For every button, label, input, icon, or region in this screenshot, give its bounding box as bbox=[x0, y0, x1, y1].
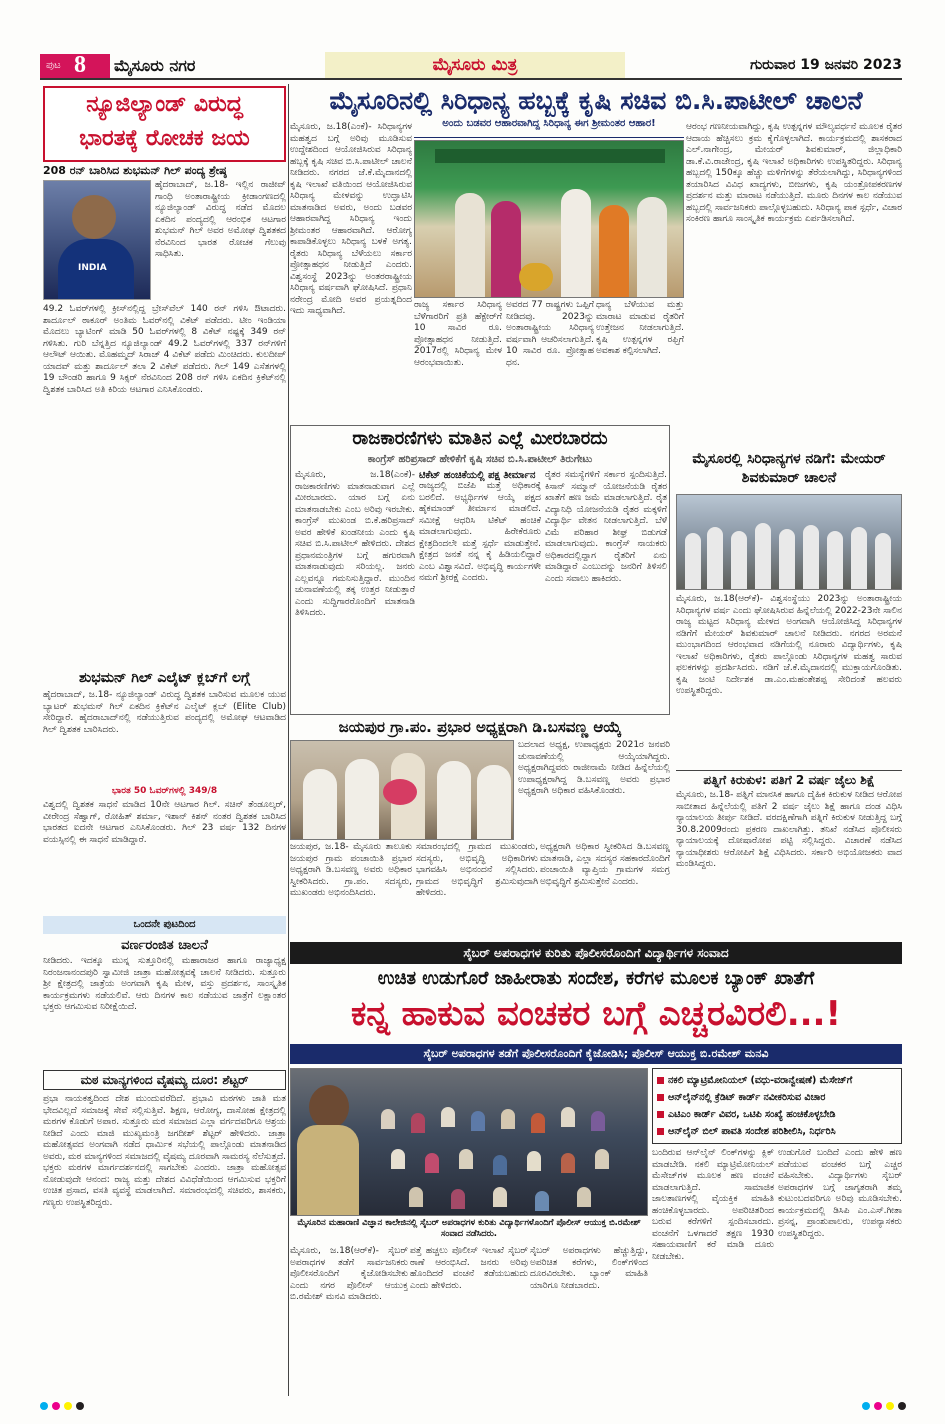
audience-figure bbox=[527, 1151, 541, 1171]
jayapura-body-right: ಬದಲಾದ ಅಧ್ಯಕ್ಷ, ಉಪಾಧ್ಯಕ್ಷರು 2021ರ ಜನವರಿ ಚುನಾವಣೆಯಲ್ಲಿ ಆಯ್ಕೆಯಾಗಿದ್ದರು. ಅಧ್ಯಕ್ಷರಾಗಿದ್ದವರು ರಾಜೀನಾಮೆ ನೀಡಿದ ಹಿನ್ನೆಲೆಯಲ್ಲಿ ಉಪಾಧ್ಯಕ್ಷರಾಗಿದ್ದ ಡಿ.ಬಸವಣ್ಣ ಅವರು ಪ್ರಭಾರ ಅಧ್ಯಕ್ಷರಾಗಿ ಅಧಿಕಾರ ವಹಿಸಿಕೊಂಡರು. bbox=[518, 740, 670, 796]
page-number: 8 bbox=[74, 52, 86, 78]
registration-mark bbox=[874, 1402, 882, 1410]
walker-figure bbox=[731, 531, 747, 589]
main-story-body3: ಧಾನ್ಯ ಬೆಳೆಯುವ ಮತ್ತು ಮಾರಾಟ ಮಾಡುವ ರೈತರಿಗೆ ಉತ್ತೇಜನ ನೀಡಲಾಗುತ್ತಿದೆ. ಕೃಷಿ ಉತ್ಪನ್ನಗಳ ರಫ್ತಿಗೆ ಅವಕಾಶ ಕಲ್ಪಿಸಲಾಗಿದೆ. bbox=[596, 300, 684, 356]
pot-icon bbox=[519, 263, 553, 291]
cyber-body-l2: ಪತ್ತೆ ಹಚ್ಚಲು ಪೊಲೀಸ್ ಇಲಾಖೆ ಸೈಬರ್ ಠಾಣೆ ಆರಂಭಿಸಿದೆ. ಜನರು ಅರಿವು ಹೊಂದಿದರೆ ವಂಚನೆ ತಡೆಯಬಹುದು ಎಂದು ಹೇಳಿದರು. bbox=[410, 1246, 528, 1291]
person-figure bbox=[345, 759, 379, 839]
cricket-body-2: 49.2 ಓವರ್‌ಗಳಲ್ಲಿ ಕ್ರೀಸ್‌ನಲ್ಲಿದ್ದ ಬ್ರೇಸ್‌ವೆಲ್ 140 ರನ್ ಗಳಿಸಿ ಔಟಾದರು. ಶಾರ್ದೂಲ್ ಠಾಕೂರ್ ಅಂತಿಮ ಓವರ್‌ನಲ್ಲಿ ವಿಕೆಟ್ ಪಡೆದರು. ಟೀಂ ಇಂಡಿಯಾ ಮೊದಲು ಬ್ಯಾಟಿಂಗ್ ಮಾಡಿ 50 ಓವರ್‌ಗಳಲ್ಲಿ 8 ವಿಕೆಟ್ ನಷ್ಟಕ್ಕೆ 349 ರನ್ ಗಳಿಸಿತು. ಗುರಿ ಬೆನ್ನತ್ತಿದ ನ್ಯೂಜಿಲ್ಯಾಂಡ್ 49.2 ಓವರ್‌ಗಳಲ್ಲಿ 337 ರನ್‌ಗಳಿಗೆ ಆಲೌಟ್ ಆಯಿತು. ಮೊಹಮ್ಮದ್ ಸಿರಾಜ್ 4 ವಿಕೆಟ್ ಪಡೆದು ಮಿಂಚಿದರು. ಕುಲದೀಪ್ ಯಾದವ್ ಮತ್ತು ಶಾರ್ದೂಲ್ ತಲಾ 2 ವಿಕೆಟ್ ಪಡೆದರು. ಗಿಲ್ 149 ಎಸೆತಗಳಲ್ಲಿ 19 ಬೌಂಡರಿ ಹಾಗೂ 9 ಸಿಕ್ಸರ್ ನೆರವಿನಿಂದ 208 ರನ್ ಗಳಿಸಿ ಏಕದಿನ ಕ್ರಿಕೆಟ್‌ನಲ್ಲಿ ದ್ವಿಶತಕ ಬಾರಿಸಿದ ಅತಿ ಕಿರಿಯ ಆಟಗಾರ ಎನಿಸಿಕೊಂಡರು. bbox=[43, 304, 286, 395]
main-headline: ಮೈಸೂರಿನಲ್ಲಿ ಸಿರಿಧಾನ್ಯ ಹಬ್ಬಕ್ಕೆ ಕೃಷಿ ಸಚಿವ ಬಿ.ಸಿ.ಪಾಟೀಲ್ ಚಾಲನೆ bbox=[329, 86, 863, 115]
jail-headline: ಪತ್ನಿಗೆ ಕಿರುಕುಳ: ಪತಿಗೆ 2 ವರ್ಷ ಜೈಲು ಶಿಕ್ಷೆ bbox=[676, 770, 902, 788]
main-story-col2: ಆರಂಭ ಗಣನೀಯವಾಗಿದ್ದು, ಕೃಷಿ ಉತ್ಪನ್ನಗಳ ಮೌಲ್ಯವರ್ಧನೆ ಮೂಲಕ ರೈತರ ಆದಾಯ ಹೆಚ್ಚಿಸಲು ಕ್ರಮ ಕೈಗೊಳ್ಳಲಾಗಿದೆ. ಕಾರ್ಯಕ್ರಮದಲ್ಲಿ ಶಾಸಕರಾದ ಎಲ್.ನಾಗೇಂದ್ರ, ಮೇಯರ್ ಶಿವಕುಮಾರ್, ಜಿಲ್ಲಾಧಿಕಾರಿ ಡಾ.ಕೆ.ವಿ.ರಾಜೇಂದ್ರ, ಕೃಷಿ ಇಲಾಖೆ ಅಧಿಕಾರಿಗಳು ಉಪಸ್ಥಿತರಿದ್ದರು. ಸಿರಿಧಾನ್ಯ ಹಬ್ಬದಲ್ಲಿ 150ಕ್ಕೂ ಹೆಚ್ಚು ಮಳಿಗೆಗಳನ್ನು ತೆರೆಯಲಾಗಿದ್ದು, ಸಿರಿಧಾನ್ಯಗಳಿಂದ ತಯಾರಿಸಿದ ವಿವಿಧ ಖಾದ್ಯಗಳು, ಬೀಜಗಳು, ಕೃಷಿ ಯಂತ್ರೋಪಕರಣಗಳ ಪ್ರದರ್ಶನ ಮತ್ತು ಮಾರಾಟ ನಡೆಯುತ್ತಿದೆ. ಮೂರು ದಿನಗಳ ಕಾಲ ನಡೆಯುವ ಹಬ್ಬದಲ್ಲಿ ಸಾರ್ವಜನಿಕರು ಪಾಲ್ಗೊಳ್ಳಬಹುದು. ಸಿರಿಧಾನ್ಯ ಪಾಕ ಸ್ಪರ್ಧೆ, ವಿಚಾರ ಸಂಕಿರಣ ಹಾಗೂ ಸಾಂಸ್ಕೃತಿಕ ಕಾರ್ಯಕ್ರಮ ಏರ್ಪಡಿಸಲಾಗಿದೆ. bbox=[686, 122, 902, 224]
bullet-icon bbox=[657, 1111, 664, 1118]
page-word: ಪುಟ bbox=[46, 60, 61, 71]
cyber-bullet-text: ಎಟಿಎಂ ಕಾರ್ಡ್ ವಿವರ, ಒಟಿಪಿ ಸಂಖ್ಯೆ ಹಂಚಿಕೊಳ್ಳಬೇಡಿ bbox=[668, 1109, 836, 1120]
cyber-event-photo bbox=[290, 1068, 648, 1216]
main-deck: ಅಂದು ಬಡವರ ಆಹಾರವಾಗಿದ್ದ ಸಿರಿಧಾನ್ಯ ಈಗ ಶ್ರೀಮಂತರ ಆಹಾರ! bbox=[414, 118, 684, 138]
cyber-kicker: ಉಚಿತ ಉಡುಗೊರೆ ಜಾಹೀರಾತು ಸಂದೇಶ, ಕರೆಗಳ ಮೂಲಕ ಬ್ಯಾಂಕ್ ಖಾತೆಗೆ bbox=[377, 968, 815, 989]
audience-figure bbox=[535, 1191, 549, 1211]
jayapura-photo bbox=[290, 740, 514, 840]
audience-figure bbox=[493, 1187, 507, 1207]
politics-col1: ಮೈಸೂರು, ಜ.18(ಎಂಕೆ)- ರಾಜಕಾರಣಿಗಳು ಮಾತನಾಡುವಾಗ ಎಲ್ಲೆ ಮೀರಬಾರದು. ಯಾರ ಬಗ್ಗೆ ಏನು ಮಾತನಾಡಬೇಕು ಎಂಬ ಅರಿವು ಇರಬೇಕು. ಕಾಂಗ್ರೆಸ್ ಮುಖಂಡ ಬಿ.ಕೆ.ಹರಿಪ್ರಸಾದ್ ಅವರ ಹೇಳಿಕೆ ಖಂಡನೀಯ ಎಂದು ಕೃಷಿ ಸಚಿವ ಬಿ.ಸಿ.ಪಾಟೀಲ್ ಹೇಳಿದರು. ದೇಶದ ಪ್ರಧಾನಮಂತ್ರಿಗಳ ಬಗ್ಗೆ ಹಗುರವಾಗಿ ಮಾತನಾಡುವುದು ಸರಿಯಲ್ಲ. ಜನರು ಎಲ್ಲವನ್ನೂ ಗಮನಿಸುತ್ತಿದ್ದಾರೆ. ಮುಂದಿನ ಚುನಾವಣೆಯಲ್ಲಿ ತಕ್ಕ ಉತ್ತರ ನೀಡುತ್ತಾರೆ ಎಂದು ಸುದ್ದಿಗಾರರೊಂದಿಗೆ ಮಾತನಾಡಿ ತಿಳಿಸಿದರು. bbox=[295, 470, 415, 618]
registration-mark bbox=[40, 1402, 48, 1410]
officer-uniform bbox=[297, 1125, 359, 1216]
main-story-body1: ರಾಜ್ಯ ಸರ್ಕಾರ ಸಿರಿಧಾನ್ಯ ಬೆಳೆಗಾರರಿಗೆ ಪ್ರತಿ ಹೆಕ್ಟೇರ್‌ಗೆ 10 ಸಾವಿರ ರೂ. ಪ್ರೋತ್ಸಾಹಧನ ನೀಡುತ್ತಿದೆ. 2017ರಲ್ಲಿ ಸಿರಿಧಾನ್ಯ ಮೇಳ ಆರಂಭವಾಯಿತು. bbox=[414, 300, 502, 368]
cricket-headline-line1: ನ್ಯೂಜಿಲ್ಯಾಂಡ್ ವಿರುದ್ಧ bbox=[86, 92, 243, 117]
player-head bbox=[72, 195, 116, 239]
cyber-bullet-text: ಆನ್‌ಲೈನ್‌ನಲ್ಲಿ ಕ್ರೆಡಿಟ್ ಕಾರ್ಡ್ ನವೀಕರಿಸುವ ವಿಚಾರ bbox=[668, 1092, 826, 1103]
registration-mark bbox=[898, 1402, 906, 1410]
shettar-headline: ಮಠ ಮಾನ್ಯಗಳಿಂದ ವೈಷಮ್ಯ ದೂರ: ಶೆಟ್ಟರ್ bbox=[43, 1070, 286, 1090]
cyber-bullet bbox=[657, 1106, 897, 1123]
millet-walk-body: ಮೈಸೂರು, ಜ.18(ಆರ್‌ಕೆ)- ವಿಶ್ವಸಂಸ್ಥೆಯು 2023ನ್ನು ಅಂತಾರಾಷ್ಟ್ರೀಯ ಸಿರಿಧಾನ್ಯಗಳ ವರ್ಷ ಎಂದು ಘೋಷಿಸಿರುವ ಹಿನ್ನೆಲೆಯಲ್ಲಿ 2022-23ನೇ ಸಾಲಿನ ರಾಜ್ಯ ಮಟ್ಟದ ಸಿರಿಧಾನ್ಯ ಮೇಳದ ಅಂಗವಾಗಿ ಆಯೋಜಿಸಿದ್ದ ಸಿರಿಧಾನ್ಯಗಳ ನಡಿಗೆಗೆ ಮೇಯರ್ ಶಿವಕುಮಾರ್ ಚಾಲನೆ ನೀಡಿದರು. ನಗರದ ಅರಮನೆ ಮುಂಭಾಗದಿಂದ ಆರಂಭವಾದ ನಡಿಗೆಯಲ್ಲಿ ನೂರಾರು ವಿದ್ಯಾರ್ಥಿಗಳು, ಕೃಷಿ ಇಲಾಖೆ ಅಧಿಕಾರಿಗಳು, ರೈತರು ಪಾಲ್ಗೊಂಡು ಸಿರಿಧಾನ್ಯಗಳ ಮಹತ್ವ ಸಾರುವ ಫಲಕಗಳನ್ನು ಪ್ರದರ್ಶಿಸಿದರು. ನಡಿಗೆ ಜೆ.ಕೆ.ಮೈದಾನದಲ್ಲಿ ಮುಕ್ತಾಯಗೊಂಡಿತು. ಕೃಷಿ ಜಂಟಿ ನಿರ್ದೇಶಕ ಡಾ.ಎಂ.ಮಹಂತೇಶಪ್ಪ ಸೇರಿದಂತೆ ಹಲವರು ಉಪಸ್ಥಿತರಿದ್ದರು. bbox=[676, 594, 902, 696]
registration-mark bbox=[886, 1402, 894, 1410]
audience-figure bbox=[451, 1189, 465, 1209]
millet-walk-photo bbox=[676, 494, 902, 590]
audience-figure bbox=[471, 1111, 485, 1131]
politics-col2-body: ರಾಜ್ಯದಲ್ಲಿ ಬಿಜೆಪಿ ಮತ್ತೆ ಅಧಿಕಾರಕ್ಕೆ ಬರಲಿದೆ. ಅಭ್ಯರ್ಥಿಗಳ ಆಯ್ಕೆ ಪಕ್ಷದ ಹೈಕಮಾಂಡ್ ತೀರ್ಮಾನ ಮಾಡಲಿದೆ. ಸಮೀಕ್ಷೆ ಆಧರಿಸಿ ಟಿಕೆಟ್ ಹಂಚಿಕೆ ಮಾಡಲಾಗುವುದು. ಹಿರೇಕೆರೂರು ಕ್ಷೇತ್ರದಿಂದಲೇ ಮತ್ತೆ ಸ್ಪರ್ಧೆ ಮಾಡುತ್ತೇನೆ. ಕ್ಷೇತ್ರದ ಜನತೆ ನನ್ನ ಕೈ ಹಿಡಿಯಲಿದ್ದಾರೆ ಎಂಬ ವಿಶ್ವಾಸವಿದೆ. ಅಭಿವೃದ್ಧಿ ಕಾರ್ಯಗಳೇ ನಮಗೆ ಶ್ರೀರಕ್ಷೆ ಎಂದರು. bbox=[419, 481, 541, 583]
main-story-body2: ಅವರದ 77 ರಾಷ್ಟ್ರಗಳು ಒಪ್ಪಿಗೆ ನೀಡಿದವು. 2023ನ್ನು ಅಂತಾರಾಷ್ಟ್ರೀಯ ಸಿರಿಧಾನ್ಯ ವರ್ಷವಾಗಿ ಆಚರಿಸಲಾಗುತ್ತಿದೆ. 10 ಸಾವಿರ ರೂ. ಪ್ರೋತ್ಸಾಹ ಧನ. bbox=[506, 300, 594, 368]
cyber-bullet bbox=[657, 1072, 897, 1089]
jayapura-body-1: ಜಯಪುರ, ಜ.18- ಮೈಸೂರು ತಾಲೂಕು ಜಯಪುರ ಗ್ರಾಮ ಪಂಚಾಯಿತಿ ಪ್ರಭಾರ ಅಧ್ಯಕ್ಷರಾಗಿ ಡಿ.ಬಸವಣ್ಣ ಅವರು ಅಧಿಕಾರ ಸ್ವೀಕರಿಸಿದರು. ಗ್ರಾ.ಪಂ. ಸದಸ್ಯರು, ಮುಖಂಡರು ಅಭಿನಂದಿಸಿದರು. bbox=[290, 842, 412, 898]
politics-story-box bbox=[290, 425, 670, 715]
photo-banner bbox=[435, 149, 665, 163]
masthead: ಮೈಸೂರು ಮಿತ್ರ bbox=[325, 52, 625, 78]
audience-figure bbox=[591, 1111, 605, 1131]
cyber-body-l3: ಸೈಬರ್ ಅಪರಾಧಗಳು ಹೆಚ್ಚುತ್ತಿದ್ದು, ಅಪರಿಚಿತ ಕರೆಗಳು, ಲಿಂಕ್‌ಗಳಿಂದ ದೂರವಿರಬೇಕು. ಬ್ಯಾಂಕ್ ಮಾಹಿತಿ ಯಾರಿಗೂ ನೀಡಬಾರದು. bbox=[530, 1246, 648, 1291]
continued-from-page1-bar: ಒಂದನೇ ಪುಟದಿಂದ bbox=[43, 916, 286, 934]
registration-mark bbox=[862, 1402, 870, 1410]
bullet-icon bbox=[657, 1077, 664, 1084]
person-figure bbox=[455, 193, 485, 297]
person-figure bbox=[637, 197, 667, 297]
shubman-body-2: ವಿಶ್ವದಲ್ಲಿ ದ್ವಿಶತಕ ಸಾಧನೆ ಮಾಡಿದ 10ನೇ ಆಟಗಾರ ಗಿಲ್. ಸಚಿನ್ ತೆಂಡೂಲ್ಕರ್, ವೀರೇಂದ್ರ ಸೆಹ್ವಾಗ್, ರೋಹಿತ್ ಶರ್ಮಾ, ಇಶಾನ್ ಕಿಶನ್ ನಂತರ ದ್ವಿಶತಕ ಬಾರಿಸಿದ ಭಾರತದ ಐದನೇ ಆಟಗಾರ ಎನಿಸಿಕೊಂಡರು. ಗಿಲ್ 23 ವರ್ಷ 132 ದಿನಗಳ ವಯಸ್ಸಿನಲ್ಲಿ ಈ ಸಾಧನೆ ಮಾಡಿದ್ದಾರೆ. bbox=[43, 800, 286, 845]
audience-figure bbox=[391, 1149, 405, 1169]
cyber-bullet bbox=[657, 1123, 897, 1140]
audience-figure bbox=[501, 1109, 515, 1129]
officer-figure bbox=[297, 1077, 357, 1216]
cricket-headline-line2: ಭಾರತಕ್ಕೆ ರೋಚಕ ಜಯ bbox=[79, 126, 250, 151]
jayapura-body-2: ಸಮಾರಂಭದಲ್ಲಿ ಗ್ರಾಮದ ಮುಖಂಡರು, ಸದಸ್ಯರು, ಅಭಿವೃದ್ಧಿ ಅಧಿಕಾರಿಗಳು ಭಾಗವಹಿಸಿ ಅಭಿನಂದನೆ ಸಲ್ಲಿಸಿದರು. ಗ್ರಾಮದ ಅಭಿವೃದ್ಧಿಗೆ ಶ್ರಮಿಸುವುದಾಗಿ ಹೇಳಿದರು. bbox=[416, 842, 538, 898]
jayapura-body-3: ಅಧ್ಯಕ್ಷರಾಗಿ ಅಧಿಕಾರ ಸ್ವೀಕರಿಸಿದ ಡಿ.ಬಸವಣ್ಣ ಮಾತನಾಡಿ, ಎಲ್ಲಾ ಸದಸ್ಯರ ಸಹಕಾರದೊಂದಿಗೆ ಪಂಚಾಯಿತಿ ವ್ಯಾಪ್ತಿಯ ಗ್ರಾಮಗಳ ಸಮಗ್ರ ಅಭಿವೃದ್ಧಿಗೆ ಶ್ರಮಿಸುತ್ತೇನೆ ಎಂದರು. bbox=[540, 842, 670, 887]
cricket-player-photo bbox=[43, 180, 151, 300]
shubman-headline: ಶುಭಮನ್ ಗಿಲ್ ಎಲೈಟ್ ಕ್ಲಬ್‌ಗೆ ಲಗ್ಗೆ bbox=[79, 670, 250, 686]
jersey-text: INDIA bbox=[78, 263, 107, 273]
cyber-bullet-text: ನಕಲಿ ಮ್ಯಾಟ್ರಿಮೋನಿಯಲ್ (ವಧು-ವರಾನ್ವೇಷಣೆ) ಮೆಸೇಜ್‌ಗೆ bbox=[668, 1075, 853, 1086]
audience-figure bbox=[577, 1187, 591, 1207]
walker-figure bbox=[875, 533, 891, 589]
audience-figure bbox=[595, 1149, 609, 1169]
audience-figure bbox=[459, 1149, 473, 1169]
person-figure bbox=[561, 189, 591, 297]
bullet-icon bbox=[657, 1094, 664, 1101]
millet-fest-photo bbox=[414, 140, 684, 298]
walker-figure bbox=[685, 533, 701, 589]
cyber-bullet-box bbox=[652, 1068, 902, 1144]
cyber-bullet bbox=[657, 1089, 897, 1106]
cyber-body-r1: ಬಂದಿರುವ ಆನ್‌ಲೈನ್ ಲಿಂಕ್‌ಗಳನ್ನು ಕ್ಲಿಕ್ ಮಾಡಬೇಡಿ. ನಕಲಿ ಮ್ಯಾಟ್ರಿಮೋನಿಯಲ್ ಮೆಸೇಜ್‌ಗಳ ಮೂಲಕ ಹಣ ವಂಚನೆ ಮಾಡಲಾಗುತ್ತಿದೆ. ಸಾಮಾಜಿಕ ಜಾಲತಾಣಗಳಲ್ಲಿ ವೈಯಕ್ತಿಕ ಮಾಹಿತಿ ಹಂಚಿಕೊಳ್ಳಬಾರದು. ಅಪರಿಚಿತರಿಂದ ಬರುವ ಕರೆಗಳಿಗೆ ಸ್ಪಂದಿಸಬಾರದು. ವಂಚನೆಗೆ ಒಳಗಾದರೆ ತಕ್ಷಣ 1930 ಸಹಾಯವಾಣಿಗೆ ಕರೆ ಮಾಡಿ ದೂರು ನೀಡಬೇಕು. bbox=[652, 1148, 774, 1262]
main-story-col1: ಮೈಸೂರು, ಜ.18(ಎಂಕೆ)- ಸಿರಿಧಾನ್ಯಗಳ ಮಹತ್ವದ ಬಗ್ಗೆ ಅರಿವು ಮೂಡಿಸುವ ಉದ್ದೇಶದಿಂದ ಆಯೋಜಿಸಿರುವ ಸಿರಿಧಾನ್ಯ ಹಬ್ಬಕ್ಕೆ ಕೃಷಿ ಸಚಿವ ಬಿ.ಸಿ.ಪಾಟೀಲ್ ಚಾಲನೆ ನೀಡಿದರು. ನಗರದ ಜೆ.ಕೆ.ಮೈದಾನದಲ್ಲಿ ಕೃಷಿ ಇಲಾಖೆ ವತಿಯಿಂದ ಆಯೋಜಿಸಿರುವ ಸಿರಿಧಾನ್ಯ ಮೇಳವನ್ನು ಉದ್ಘಾಟಿಸಿ ಮಾತನಾಡಿದ ಅವರು, ಅಂದು ಬಡವರ ಆಹಾರವಾಗಿದ್ದ ಸಿರಿಧಾನ್ಯ ಇಂದು ಶ್ರೀಮಂತರ ಆಹಾರವಾಗಿದೆ. ಆರೋಗ್ಯ ಕಾಪಾಡಿಕೊಳ್ಳಲು ಸಿರಿಧಾನ್ಯ ಬಳಕೆ ಅಗತ್ಯ. ರೈತರು ಸಿರಿಧಾನ್ಯ ಬೆಳೆಯಲು ಸರ್ಕಾರ ಪ್ರೋತ್ಸಾಹಧನ ನೀಡುತ್ತಿದೆ ಎಂದರು. ವಿಶ್ವಸಂಸ್ಥೆ 2023ನ್ನು ಅಂತರರಾಷ್ಟ್ರೀಯ ಸಿರಿಧಾನ್ಯ ವರ್ಷವಾಗಿ ಘೋಷಿಸಿದೆ. ಪ್ರಧಾನಿ ನರೇಂದ್ರ ಮೋದಿ ಅವರ ಪ್ರಯತ್ನದಿಂದ ಇದು ಸಾಧ್ಯವಾಗಿದೆ. bbox=[290, 122, 412, 316]
cyber-subhead: ಸೈಬರ್ ಅಪರಾಧಗಳ ತಡೆಗೆ ಪೊಲೀಸರೊಂದಿಗೆ ಕೈಜೋಡಿಸಿ; ಪೊಲೀಸ್ ಆಯುಕ್ತ ಬಿ.ರಮೇಶ್ ಮನವಿ bbox=[290, 1044, 902, 1064]
page-header bbox=[40, 52, 902, 80]
continued-body: ನೀಡಿದರು. ಇದಕ್ಕೂ ಮುನ್ನ ಸುತ್ತೂರಿನಲ್ಲಿ ಮಹಾರಾಜರ ಹಾಗೂ ರಾಜ್ಯಾಧ್ಯಕ್ಷ ನಿರಂಜನಾನಂದಪುರಿ ಸ್ವಾಮೀಜಿ ಜಾತ್ರಾ ಮಹೋತ್ಸವಕ್ಕೆ ಚಾಲನೆ ನೀಡಿದರು. ಸುತ್ತೂರು ಶ್ರೀ ಕ್ಷೇತ್ರದಲ್ಲಿ ಜಾತ್ರೆಯ ಅಂಗವಾಗಿ ಕೃಷಿ ಮೇಳ, ವಸ್ತು ಪ್ರದರ್ಶನ, ಸಾಂಸ್ಕೃತಿಕ ಕಾರ್ಯಕ್ರಮಗಳು ನಡೆಯಲಿವೆ. ಆರು ದಿನಗಳ ಕಾಲ ನಡೆಯುವ ಜಾತ್ರೆಗೆ ಲಕ್ಷಾಂತರ ಭಕ್ತರು ಆಗಮಿಸುವ ನಿರೀಕ್ಷೆಯಿದೆ. bbox=[43, 956, 286, 1012]
shettar-body: ಪ್ರಭಾ ನಾಯಕತ್ವದಿಂದ ದೇಶ ಮುಂದುವರೆದಿದೆ. ಪ್ರಭಾವಿ ಮಠಗಳು ಜಾತಿ ಮತ ಭೇದವಿಲ್ಲದೆ ಸಮಾಜಕ್ಕೆ ಸೇವೆ ಸಲ್ಲಿಸುತ್ತಿವೆ. ಶಿಕ್ಷಣ, ಆರೋಗ್ಯ, ದಾಸೋಹ ಕ್ಷೇತ್ರದಲ್ಲಿ ಮಠಗಳ ಕೊಡುಗೆ ಅಪಾರ. ಸುತ್ತೂರು ಮಠ ಸಮಾಜದ ಎಲ್ಲಾ ವರ್ಗದವರಿಗೂ ಆಶ್ರಯ ನೀಡಿದೆ ಎಂದು ಮಾಜಿ ಮುಖ್ಯಮಂತ್ರಿ ಜಗದೀಶ್ ಶೆಟ್ಟರ್ ಹೇಳಿದರು. ಜಾತ್ರಾ ಮಹೋತ್ಸವದ ಅಂಗವಾಗಿ ನಡೆದ ಧಾರ್ಮಿಕ ಸಭೆಯಲ್ಲಿ ಪಾಲ್ಗೊಂಡು ಮಾತನಾಡಿದ ಅವರು, ಮಠ ಮಾನ್ಯಗಳಿಂದ ಸಮಾಜದಲ್ಲಿ ವೈಷಮ್ಯ ದೂರವಾಗಿ ಸಾಮರಸ್ಯ ನೆಲೆಸುತ್ತದೆ. ಭಕ್ತರು ಮಠಗಳ ಮಾರ್ಗದರ್ಶನದಲ್ಲಿ ಸಾಗಬೇಕು ಎಂದರು. ಜಾತ್ರಾ ಮಹೋತ್ಸವ ನೋಡುವುದೇ ಆನಂದ: ರಾಜ್ಯ ಮತ್ತು ದೇಶದ ವಿವಿಧೆಡೆಯಿಂದ ಆಗಮಿಸುವ ಭಕ್ತರಿಗೆ ಉಚಿತ ಪ್ರಸಾದ, ವಸತಿ ವ್ಯವಸ್ಥೆ ಮಾಡಲಾಗಿದೆ. ಸಮಾರಂಭದಲ್ಲಿ ಸಚಿವರು, ಶಾಸಕರು, ಗಣ್ಯರು ಉಪಸ್ಥಿತರಿದ್ದರು. bbox=[43, 1094, 286, 1208]
politics-headline: ರಾಜಕಾರಣಿಗಳು ಮಾತಿನ ಎಲ್ಲೆ ಮೀರಬಾರದು bbox=[352, 428, 608, 449]
politics-col3: ರೈತರ ಸಮಸ್ಯೆಗಳಿಗೆ ಸರ್ಕಾರ ಸ್ಪಂದಿಸುತ್ತಿದೆ. ಕಿಸಾನ್ ಸಮ್ಮಾನ್ ಯೋಜನೆಯಡಿ ರೈತರ ಖಾತೆಗೆ ಹಣ ಜಮೆ ಮಾಡಲಾಗುತ್ತಿದೆ. ರೈತ ವಿದ್ಯಾನಿಧಿ ಯೋಜನೆಯಡಿ ರೈತರ ಮಕ್ಕಳಿಗೆ ವಿದ್ಯಾರ್ಥಿ ವೇತನ ನೀಡಲಾಗುತ್ತಿದೆ. ಬೆಳೆ ವಿಮೆ ಪರಿಹಾರ ಶೀಘ್ರ ಬಿಡುಗಡೆ ಮಾಡಲಾಗುವುದು. ಕಾಂಗ್ರೆಸ್ ನಾಯಕರು ಅಧಿಕಾರದಲ್ಲಿದ್ದಾಗ ರೈತರಿಗೆ ಏನು ಮಾಡಿದ್ದಾರೆ ಎಂಬುದನ್ನು ಜನರಿಗೆ ತಿಳಿಸಲಿ ಎಂದು ಸವಾಲು ಹಾಕಿದರು. bbox=[545, 470, 667, 584]
audience-figure bbox=[561, 1153, 575, 1173]
cricket-headline-box bbox=[43, 86, 286, 162]
audience-figure bbox=[381, 1109, 395, 1129]
audience-figure bbox=[409, 1187, 423, 1207]
audience-figure bbox=[425, 1153, 439, 1173]
registration-mark bbox=[64, 1402, 72, 1410]
section-title: ಮೈಸೂರು ನಗರ bbox=[114, 56, 196, 75]
walker-figure bbox=[755, 523, 771, 589]
cyber-body-r2: ಉಡುಗೊರೆ ಬಂದಿದೆ ಎಂದು ಹೇಳಿ ಹಣ ಪಡೆಯುವ ವಂಚಕರ ಬಗ್ಗೆ ಎಚ್ಚರ ವಹಿಸಬೇಕು. ವಿದ್ಯಾರ್ಥಿಗಳು ಸೈಬರ್ ಅಪರಾಧಗಳ ಬಗ್ಗೆ ಜಾಗೃತರಾಗಿ ತಮ್ಮ ಕುಟುಂಬದವರಿಗೂ ಅರಿವು ಮೂಡಿಸಬೇಕು. ಕಾರ್ಯಕ್ರಮದಲ್ಲಿ ಡಿಸಿಪಿ ಎಂ.ಎಸ್.ಗೀತಾ ಪ್ರಸನ್ನ, ಪ್ರಾಂಶುಪಾಲರು, ಉಪನ್ಯಾಸಕರು ಉಪಸ್ಥಿತರಿದ್ದರು. bbox=[778, 1148, 902, 1239]
registration-mark bbox=[52, 1402, 60, 1410]
person-figure bbox=[491, 201, 521, 297]
registration-mark bbox=[76, 1402, 84, 1410]
shubman-body: ಹೈದರಾಬಾದ್, ಜ.18- ನ್ಯೂಜಿಲ್ಯಾಂಡ್ ವಿರುದ್ಧ ದ್ವಿಶತಕ ಬಾರಿಸುವ ಮೂಲಕ ಯುವ ಬ್ಯಾಟರ್ ಶುಭಮನ್ ಗಿಲ್ ಏಕದಿನ ಕ್ರಿಕೆಟ್‌ನ ಎಲೈಟ್ ಕ್ಲಬ್ (Elite Club) ಸೇರಿದ್ದಾರೆ. ಹೈದರಾಬಾದ್‌ನಲ್ಲಿ ನಡೆಯುತ್ತಿರುವ ಪಂದ್ಯದಲ್ಲಿ ಅಮೋಘ ಆಟವಾಡಿದ ಗಿಲ್ ದ್ವಿಶತಕ ಬಾರಿಸಿದರು. bbox=[43, 690, 286, 735]
jayapura-headline: ಜಯಪುರ ಗ್ರಾ.ಪಂ. ಪ್ರಭಾರ ಅಧ್ಯಕ್ಷರಾಗಿ ಡಿ.ಬಸವಣ್ಣ ಆಯ್ಕೆ bbox=[338, 718, 622, 736]
audience-figure bbox=[441, 1107, 455, 1127]
person-figure bbox=[477, 765, 511, 839]
cricket-subhead: 208 ರನ್ ಬಾರಿಸಿದ ಶುಭಮನ್ ಗಿಲ್ ಪಂದ್ಯ ಶ್ರೇಷ್ಠ bbox=[43, 164, 227, 177]
walker-figure bbox=[851, 527, 867, 589]
person-figure bbox=[303, 769, 337, 839]
person-figure bbox=[437, 761, 471, 839]
millet-walk-headline: ಮೈಸೂರಲ್ಲಿ ಸಿರಿಧಾನ್ಯಗಳ ನಡಿಗೆ: ಮೇಯರ್ ಶಿವಕುಮಾರ್ ಚಾಲನೆ bbox=[692, 451, 886, 486]
officer-head bbox=[309, 1085, 349, 1129]
cricket-body-1: ಹೈದರಾಬಾದ್, ಜ.18- ಇಲ್ಲಿನ ರಾಜೀವ್ ಗಾಂಧಿ ಅಂತಾರಾಷ್ಟ್ರೀಯ ಕ್ರೀಡಾಂಗಣದಲ್ಲಿ ನ್ಯೂಜಿಲ್ಯಾಂಡ್ ವಿರುದ್ಧ ನಡೆದ ಮೊದಲ ಏಕದಿನ ಪಂದ್ಯದಲ್ಲಿ ಆರಂಭಿಕ ಆಟಗಾರ ಶುಭಮನ್ ಗಿಲ್ ಅವರ ಅಮೋಘ ದ್ವಿಶತಕದ ನೆರವಿನಿಂದ ಭಾರತ ರೋಚಕ ಗೆಲುವು ಸಾಧಿಸಿತು. bbox=[155, 180, 286, 259]
audience-figure bbox=[561, 1107, 575, 1127]
cyber-photo-caption: ಮೈಸೂರಿನ ಮಹಾರಾಣಿ ವಿಜ್ಞಾನ ಕಾಲೇಜಿನಲ್ಲಿ ಸೈಬರ್ ಅಪರಾಧಗಳ ಕುರಿತು ವಿದ್ಯಾರ್ಥಿಗಳೊಂದಿಗೆ ಪೊಲೀಸ್ ಆಯುಕ್ತ ಬಿ.ರಮೇಶ್ ಸಂವಾದ ನಡೆಸಿದರು. bbox=[297, 1218, 641, 1239]
walker-figure bbox=[779, 529, 795, 589]
cyber-topic-bar: ಸೈಬರ್ ಅಪರಾಧಗಳ ಕುರಿತು ಪೊಲೀಸರೊಂದಿಗೆ ವಿದ್ಯಾರ್ಥಿಗಳ ಸಂವಾದ bbox=[290, 942, 902, 964]
politics-subhead: ಕಾಂಗ್ರೆಸ್ ಹರಿಪ್ರಸಾದ್ ಹೇಳಿಕೆಗೆ ಕೃಷಿ ಸಚಿವ ಬಿ.ಸಿ.ಪಾಟೀಲ್ ತಿರುಗೇಟು bbox=[367, 454, 593, 465]
jail-body: ಮೈಸೂರು, ಜ.18- ಪತ್ನಿಗೆ ಮಾನಸಿಕ ಹಾಗೂ ದೈಹಿಕ ಕಿರುಕುಳ ನೀಡಿದ ಆರೋಪ ಸಾಬೀತಾದ ಹಿನ್ನೆಲೆಯಲ್ಲಿ ಪತಿಗೆ 2 ವರ್ಷ ಜೈಲು ಶಿಕ್ಷೆ ಹಾಗೂ ದಂಡ ವಿಧಿಸಿ ನ್ಯಾಯಾಲಯ ತೀರ್ಪು ನೀಡಿದೆ. ವರದಕ್ಷಿಣೆಗಾಗಿ ಪತ್ನಿಗೆ ಕಿರುಕುಳ ನೀಡುತ್ತಿದ್ದ ಬಗ್ಗೆ 30.8.2009ರಂದು ಪ್ರಕರಣ ದಾಖಲಾಗಿತ್ತು. ತನಿಖೆ ನಡೆಸಿದ ಪೊಲೀಸರು ನ್ಯಾಯಾಲಯಕ್ಕೆ ದೋಷಾರೋಪ ಪಟ್ಟಿ ಸಲ್ಲಿಸಿದ್ದರು. ವಿಚಾರಣೆ ನಡೆಸಿದ ನ್ಯಾಯಾಧೀಶರು ಆರೋಪಿಗೆ ಶಿಕ್ಷೆ ವಿಧಿಸಿದರು. ಸರ್ಕಾರಿ ಅಭಿಯೋಜಕರು ವಾದ ಮಂಡಿಸಿದ್ದರು. bbox=[676, 790, 902, 869]
walker-figure bbox=[707, 527, 723, 589]
cyber-bullet-text: ಆನ್‌ಲೈನ್ ಬಿಲ್ ಪಾವತಿ ಸಂದೇಶ ಪರಿಶೀಲಿಸಿ, ನಿರ್ಧರಿಸಿ bbox=[668, 1126, 836, 1137]
issue-date: ಗುರುವಾರ 19 ಜನವರಿ 2023 bbox=[750, 57, 902, 73]
politics-col2 bbox=[419, 470, 541, 712]
column-divider bbox=[288, 84, 289, 1396]
audience-figure bbox=[493, 1155, 507, 1175]
walker-figure bbox=[827, 531, 843, 589]
bouquet-icon bbox=[383, 779, 417, 805]
shubman-caption: ಭಾರತ 50 ಓವರ್‌ಗಳಲ್ಲಿ 349/8 bbox=[111, 786, 218, 796]
person-figure bbox=[599, 205, 629, 297]
page-number-badge bbox=[40, 54, 110, 78]
audience-figure bbox=[411, 1113, 425, 1133]
continued-headline: ವರ್ಣರಂಜಿತ ಚಾಲನೆ bbox=[121, 938, 208, 953]
politics-col2-subhead: ಟಿಕೆಟ್ ಹಂಚಿಕೆಯಲ್ಲಿ ಪಕ್ಷ ತೀರ್ಮಾನ bbox=[419, 470, 536, 481]
walker-figure bbox=[803, 525, 819, 589]
audience-figure bbox=[531, 1113, 545, 1133]
cyber-headline: ಕನ್ನ ಹಾಕುವ ವಂಚಕರ ಬಗ್ಗೆ ಎಚ್ಚರವಿರಲಿ...! bbox=[351, 994, 841, 1034]
bullet-icon bbox=[657, 1128, 664, 1135]
cyber-body-l1: ಮೈಸೂರು, ಜ.18(ಆರ್‌ಕೆ)- ಸೈಬರ್ ಅಪರಾಧಗಳ ತಡೆಗೆ ಸಾರ್ವಜನಿಕರು ಪೊಲೀಸರೊಂದಿಗೆ ಕೈಜೋಡಿಸಬೇಕು ಎಂದು ನಗರ ಪೊಲೀಸ್ ಆಯುಕ್ತ ಬಿ.ರಮೇಶ್ ಮನವಿ ಮಾಡಿದರು. bbox=[290, 1246, 408, 1302]
